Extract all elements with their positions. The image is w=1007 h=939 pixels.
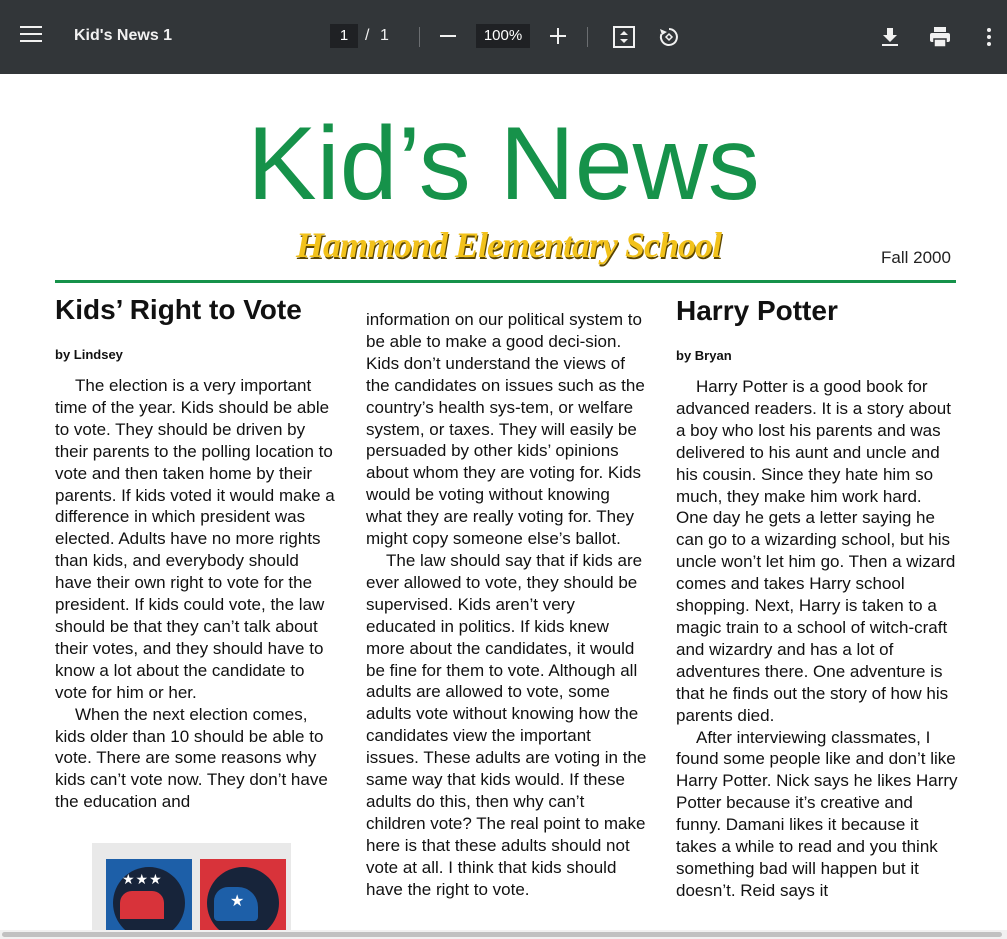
school-name: Hammond Elementary School <box>296 225 722 265</box>
paragraph: The election is a very important time of the year. Kids should be able to vote. They should be driven by their parents to the polling location to vote and then taken home by their parents. If kids voted it would make a difference in which president was elected. Adults have no more rights than kids, and everybody should have their own right to vote for the president. If kids could vote, the law should be that they can’t talk about their votes, and they should have to know a lot about the candidate to vote for him or her. <box>55 376 335 702</box>
scrollbar-thumb[interactable] <box>2 932 1002 937</box>
paragraph: After interviewing classmates, I found some people like and don’t like Harry Potter. Nick says he likes Harry Potter because it’s creative and funny. Damani likes it because it takes a while to read and you think something bad will happen but it doesn’t. Reid says it <box>676 727 958 900</box>
more-icon[interactable] <box>985 25 993 54</box>
zoom-in-icon[interactable] <box>549 24 567 53</box>
paragraph: When the next election comes, kids older than 10 should be able to vote. There are some reasons why kids can’t vote now. They don’t have the education and <box>55 704 328 812</box>
article-column-2 <box>366 309 647 900</box>
article-column-3 <box>676 376 958 902</box>
article-headline: Harry Potter <box>676 295 838 326</box>
donkey-icon: ★ <box>200 859 286 930</box>
document-title: Kid's News 1 <box>74 27 173 44</box>
toolbar-divider <box>587 27 588 47</box>
page-total: 1 <box>380 27 389 44</box>
toolbar-divider <box>419 27 420 47</box>
paragraph: The law should say that if kids are ever allowed to vote, they should be supervised. Kids aren’t very educated in politics. If kids knew more about the candidates, it would be fine for them to vote. Although all adults are allowed to vote, some adults vote without knowing how the candidates view the important issues. These adults are voting in the same way that kids would. If these adults do this, then why can’t children vote? The real point to make here is that these adults should not vote at all. I think that kids should have the right to vote. <box>366 550 647 899</box>
rotate-icon[interactable] <box>657 25 681 54</box>
zoom-out-icon[interactable] <box>439 24 457 53</box>
article-byline: by Lindsey <box>55 347 123 362</box>
article-headline: Kids’ Right to Vote <box>55 294 302 325</box>
elephant-icon: ★★★ <box>106 859 192 930</box>
article-byline: by Bryan <box>676 348 732 363</box>
paragraph: Harry Potter is a good book for advanced readers. It is a story about a boy who lost his parents and was delivered to his aunt and uncle and his cousin. Since they hate him so much, they make him work hard. One day he gets a letter saying he can go to a wizarding school, but his uncle won’t let him go. Then a wizard comes and takes Harry school shopping. Next, Harry is taken to a magic train to a school of witch-craft and wizardry and has a lot of adventures there. One adventure is that he finds out the story of how his parents died. <box>676 377 956 725</box>
horizontal-scrollbar[interactable] <box>0 930 1007 939</box>
pdf-toolbar <box>0 0 1007 74</box>
page-number-input[interactable]: 1 <box>330 24 358 48</box>
download-icon[interactable] <box>879 25 901 54</box>
print-icon[interactable] <box>928 25 952 54</box>
fit-page-icon[interactable] <box>612 25 636 54</box>
article-column-1 <box>55 375 340 813</box>
issue-date: Fall 2000 <box>881 248 951 267</box>
paragraph: information on our political system to be able to make a good deci-sion. Kids don’t understand the views of the candidates on issues such as the country’s health sys-tem, or welfare system, or taxes. They will easily be persuaded by other kids’ opinions about whom they are voting for. Kids would be voting without knowing what they are really voting for. They might copy someone else’s ballot. <box>366 310 645 549</box>
page-separator: / <box>365 27 370 44</box>
zoom-level-input[interactable]: 100% <box>476 24 530 48</box>
pdf-page <box>0 74 1007 930</box>
menu-icon[interactable] <box>20 26 42 44</box>
newsletter-masthead: Kid’s News <box>247 106 760 222</box>
masthead-divider <box>55 280 956 283</box>
party-logos-image <box>92 843 291 930</box>
